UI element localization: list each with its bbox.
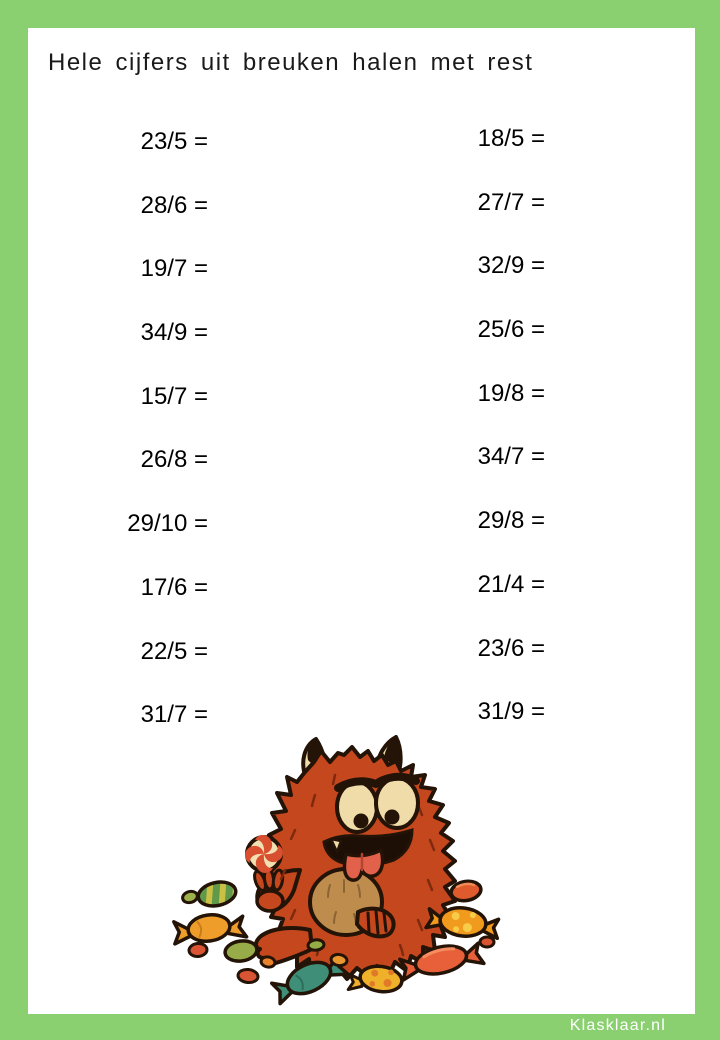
exercise-left-4: 34/9 = <box>140 319 208 347</box>
exercise-right-3: 32/9 = <box>477 252 545 280</box>
candy-small-red-oval <box>188 943 207 958</box>
exercise-left-6: 26/8 = <box>140 446 208 474</box>
exercise-right-4: 25/6 = <box>477 316 545 344</box>
monster-hand-right <box>357 909 394 937</box>
exercise-left-9: 22/5 = <box>140 637 208 665</box>
exercise-right-9: 23/6 = <box>477 634 545 662</box>
candy-small-green-oval <box>181 890 198 905</box>
candy-tiny-orange-oval <box>260 956 276 968</box>
candy-small-green-oval-2 <box>308 939 325 951</box>
exercise-right-8: 21/4 = <box>477 570 545 598</box>
page-title: Hele cijfers uit breuken halen met rest <box>48 49 534 76</box>
exercise-left-10: 31/7 = <box>140 701 208 729</box>
exercise-left-3: 19/7 = <box>140 255 208 283</box>
monster-pupil-right <box>385 810 400 825</box>
candy-small-orange-oval <box>330 953 347 966</box>
exercise-left-7: 29/10 = <box>127 510 208 538</box>
exercise-column-left <box>60 110 208 747</box>
exercise-right-2: 27/7 = <box>477 188 545 216</box>
exercise-right-1: 18/5 = <box>477 125 545 152</box>
monster-pupil-left <box>354 814 369 829</box>
candy-olive-oval <box>224 939 258 963</box>
exercise-right-6: 34/7 = <box>477 443 545 471</box>
exercise-left-5: 15/7 = <box>140 382 208 410</box>
monster-illustration <box>160 720 520 1010</box>
candy-striped-capsule <box>196 879 238 909</box>
exercise-right-10: 31/9 = <box>477 698 545 726</box>
exercise-right-5: 19/8 = <box>477 379 545 407</box>
lollipop-icon <box>245 835 283 873</box>
candy-small-redorange-oval <box>237 968 258 983</box>
exercise-left-2: 28/6 = <box>140 191 208 219</box>
exercise-left-8: 17/6 = <box>140 573 208 601</box>
exercise-left-1: 23/5 = <box>140 128 208 155</box>
exercise-right-7: 29/8 = <box>477 507 545 535</box>
candy-tiny-red-oval <box>480 937 494 947</box>
exercise-column-right <box>395 107 545 744</box>
watermark: Klasklaar.nl <box>569 1017 666 1034</box>
